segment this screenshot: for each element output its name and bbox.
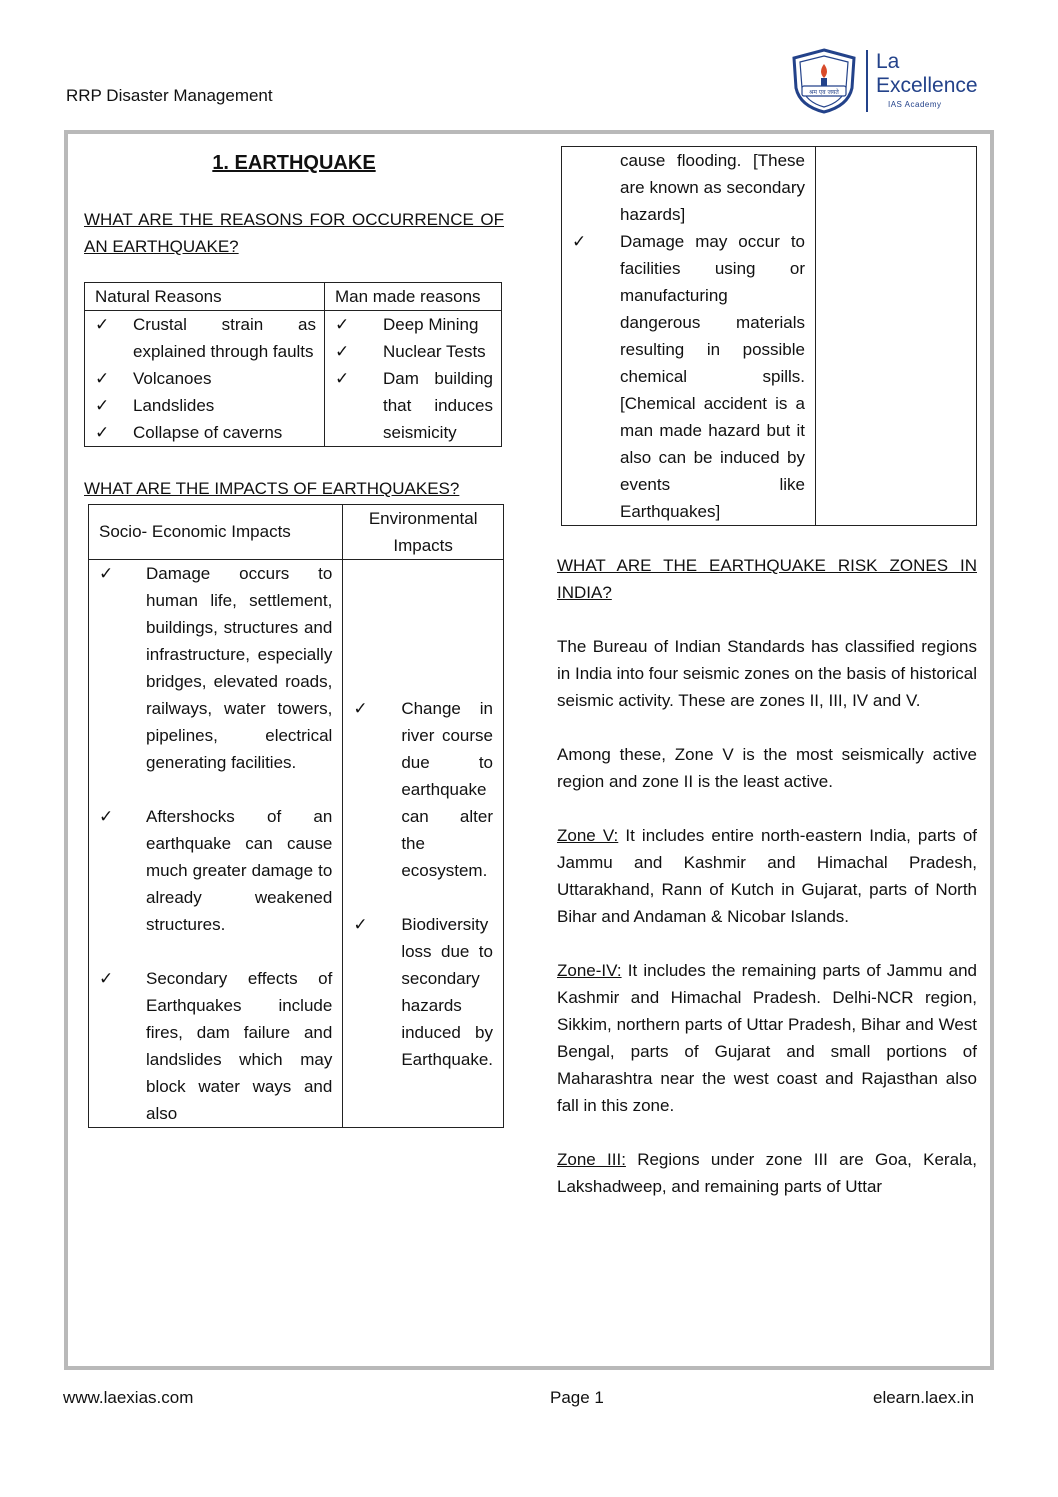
check-icon: ✓	[99, 807, 114, 826]
impacts-table	[88, 504, 504, 1128]
socio-economic-continued-list	[562, 147, 805, 525]
manmade-reasons-cell	[325, 311, 502, 447]
list-item: ✓ Volcanoes	[85, 365, 316, 392]
footer-page-number: Page 1	[550, 1388, 604, 1407]
environmental-continued-cell	[816, 147, 977, 526]
impacts-table-continued	[561, 146, 977, 526]
socio-economic-header: Socio- Economic Impacts	[89, 505, 343, 560]
spacer	[89, 776, 332, 803]
list-item: ✓ Landslides	[85, 392, 316, 419]
logo-line1: La	[876, 50, 900, 73]
document-header-title: RRP Disaster Management	[66, 86, 273, 105]
zone-iii-label: Zone III:	[557, 1150, 626, 1169]
check-icon: ✓	[99, 969, 114, 988]
manmade-reasons-header: Man made reasons	[325, 283, 502, 311]
list-item: ✓ Secondary effects of Earthquakes include fires, dam failure and landslides which may block water ways and also	[89, 965, 332, 1127]
zone-iv-label: Zone-IV:	[557, 961, 622, 980]
check-icon: ✓	[95, 423, 110, 442]
zone-iv-paragraph: Zone-IV: It includes the remaining parts of Jammu and Kashmir and Himachal Pradesh. Delhi-NCR region, Sikkim, northern parts of Uttar Pradesh, Bihar and West Bengal, parts of Gujarat and small portions of Maharashtra near the west coast and Rajasthan also fall in this zone.	[557, 961, 977, 1115]
check-icon: ✓	[335, 342, 350, 361]
list-item: ✓ Dam building that induces seismicity	[325, 365, 493, 446]
list-item: ✓ Collapse of caverns	[85, 419, 316, 446]
zone-v-label: Zone V:	[557, 826, 619, 845]
list-item: ✓ Damage occurs to human life, settlement, buildings, structures and infrastructure, especially bridges, elevated roads, railways, water towers, pipelines, electrical generating facilities.	[89, 560, 332, 776]
natural-reasons-list	[85, 311, 316, 446]
impacts-question: WHAT ARE THE IMPACTS OF EARTHQUAKES?	[84, 479, 460, 498]
risk-zones-question: WHAT ARE THE EARTHQUAKE RISK ZONES IN INDIA?	[557, 556, 977, 602]
list-item: ✓ Damage may occur to facilities using or manufacturing dangerous materials resulting in possible chemical spills. [Chemical accident is a man made hazard but it also can be induced by events like Earthquakes]	[562, 228, 805, 525]
manmade-reasons-list	[325, 311, 493, 446]
logo-divider	[866, 50, 868, 112]
seal-motto: श्रम एव जयते	[809, 89, 839, 96]
natural-reasons-cell	[85, 311, 325, 447]
socio-economic-continued-cell	[562, 147, 816, 526]
list-item: cause flooding. [These are known as secondary hazards]	[620, 151, 805, 224]
page-title: 1. EARTHQUAKE	[212, 152, 376, 174]
check-icon: ✓	[572, 232, 587, 251]
socio-economic-list	[89, 560, 332, 1127]
check-icon: ✓	[335, 369, 350, 388]
check-icon: ✓	[95, 369, 110, 388]
environmental-header: Environmental Impacts	[343, 505, 504, 560]
left-column	[84, 146, 504, 1128]
zone-iii-paragraph: Zone III: Regions under zone III are Goa, Kerala, Lakshadweep, and remaining parts of Uttar	[557, 1150, 977, 1196]
logo-line2: Excellence	[876, 74, 978, 97]
reasons-table	[84, 282, 502, 447]
list-item: ✓ Change in river course due to earthquake can alter the ecosystem.	[343, 695, 493, 884]
check-icon: ✓	[353, 915, 368, 934]
list-item: ✓ Aftershocks of an earthquake can cause much greater damage to already weakened structures.	[89, 803, 332, 938]
socio-economic-cell	[89, 560, 343, 1128]
check-icon: ✓	[353, 699, 368, 718]
list-item: ✓ Nuclear Tests	[325, 338, 493, 365]
zone-v-paragraph: Zone V: It includes entire north-eastern India, parts of Jammu and Kashmir and Himachal Pradesh, Uttarakhand, Rann of Kutch in Gujarat, parts of North Bihar and Andaman & Nicobar Islands.	[557, 826, 977, 926]
check-icon: ✓	[335, 315, 350, 334]
right-column	[557, 146, 977, 1200]
environmental-list	[343, 695, 493, 1073]
list-item: ✓ Crustal strain as explained through faults	[85, 311, 316, 365]
bis-paragraph: The Bureau of Indian Standards has classified regions in India into four seismic zones on the basis of historical seismic activity. These are zones II, III, IV and V.	[557, 637, 977, 710]
environmental-cell	[343, 560, 504, 1128]
check-icon: ✓	[95, 315, 110, 334]
logo-subtitle: IAS Academy	[888, 100, 942, 109]
spacer	[89, 938, 332, 965]
check-icon: ✓	[99, 564, 114, 583]
spacer	[343, 884, 493, 911]
footer-elearn: elearn.laex.in	[873, 1388, 975, 1407]
list-item: ✓ Biodiversity loss due to secondary hazards induced by Earthquake.	[343, 911, 493, 1073]
zone-activity-paragraph: Among these, Zone V is the most seismically active region and zone II is the least active.	[557, 745, 977, 791]
natural-reasons-header: Natural Reasons	[85, 283, 325, 311]
footer-website: www.laexias.com	[63, 1388, 194, 1407]
check-icon: ✓	[95, 396, 110, 415]
shield-seal-icon	[790, 48, 858, 114]
list-item: ✓ Deep Mining	[325, 311, 493, 338]
reasons-question: WHAT ARE THE REASONS FOR OCCURRENCE OF AN EARTHQUAKE?	[84, 210, 504, 256]
academy-logo	[790, 44, 990, 114]
